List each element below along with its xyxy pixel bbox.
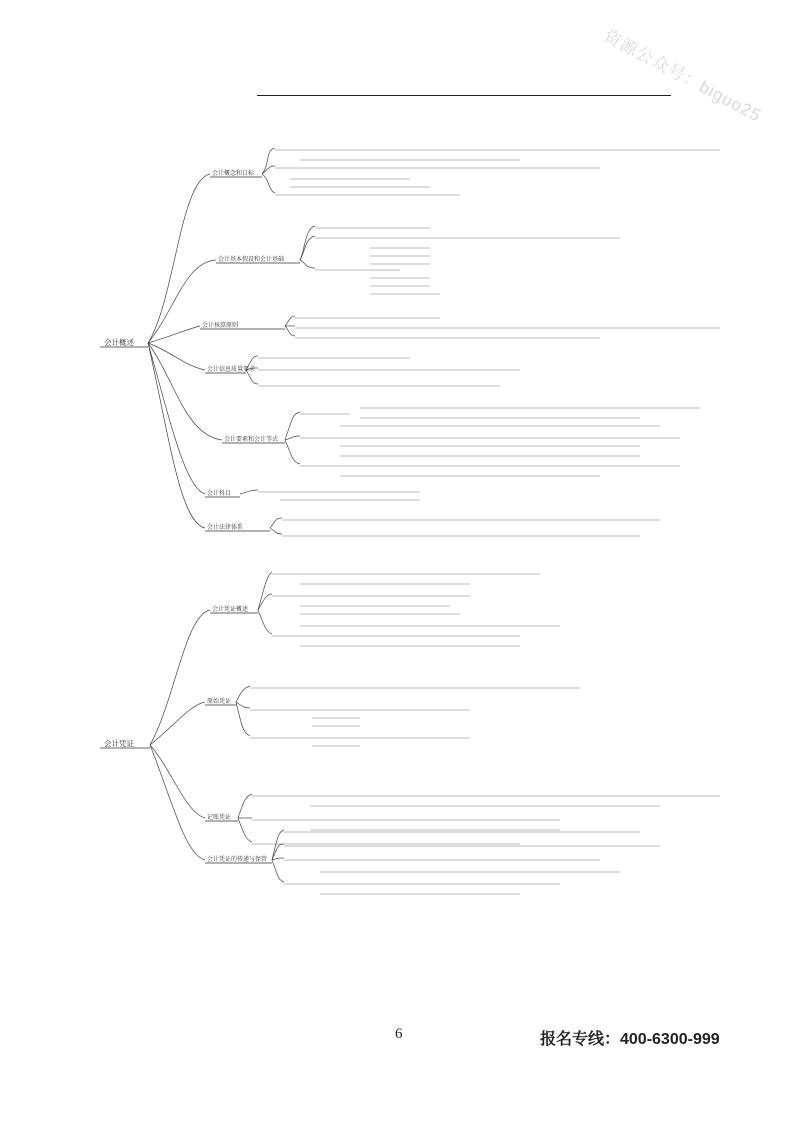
registration-hotline: 报名专线：400-6300-999: [540, 1031, 720, 1048]
mindmap-node: 会计核算原则: [202, 322, 239, 329]
mindmap-root-label-top: 会计概述: [104, 338, 134, 347]
mindmap-node: 会计凭证概述: [212, 606, 249, 613]
watermark: 资源公众号：biguo25: [600, 26, 765, 126]
mindmap-root-label-bottom: 会计凭证: [104, 739, 134, 748]
mindmap-node: 会计要素和会计等式: [224, 436, 279, 443]
mindmap-node: 会计信息质量要求: [207, 366, 256, 373]
mindmap-node: 记账凭证: [207, 814, 232, 821]
mindmap-node: 会计凭证的传递与保管: [207, 856, 268, 863]
mindmap-node: 会计基本假设和会计基础: [218, 256, 285, 263]
mindmap-node: 原始凭证: [207, 698, 232, 705]
mindmap-node: 会计科目: [207, 490, 232, 497]
mindmap-underlines: [100, 177, 300, 863]
mindmap-node: 会计法律体系: [207, 524, 244, 531]
mindmap-leaf-lines: [250, 150, 720, 894]
mindmap-node: 会计概念和目标: [212, 170, 255, 177]
page-number: 6: [395, 1026, 403, 1042]
